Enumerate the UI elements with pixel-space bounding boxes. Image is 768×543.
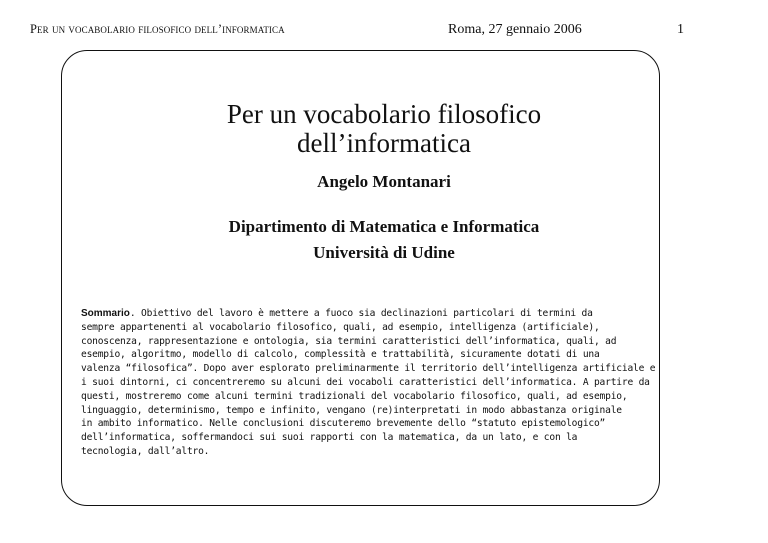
abstract-line: questi, mostreremo come alcuni termini tradizionali del vocabolario filosofico, quali, ad esempio, <box>81 390 628 402</box>
paper-title <box>0 100 768 158</box>
abstract-line: tecnologia, dall’altro. <box>81 445 210 457</box>
abstract-line <box>81 307 647 321</box>
affiliation-line-1: Dipartimento di Matematica e Informatica <box>228 217 540 236</box>
author-name: Angelo Montanari <box>317 172 451 191</box>
abstract-line: i suoi dintorni, ci concentreremo su alcuni dei vocaboli caratteristici dell’informatica. A partire da <box>81 376 650 388</box>
page-number: 1 <box>677 22 684 37</box>
title-line-1: Per un vocabolario filosofico <box>226 99 542 129</box>
affiliation-line-2: Università di Udine <box>313 243 455 262</box>
abstract-line: conoscenza, rappresentazione e ontologia, sia termini caratteristici dell’informatica, quali, ad <box>81 335 617 347</box>
running-title: Per un vocabolario filosofico dell’informatica <box>30 22 285 36</box>
abstract-line: sempre appartenenti al vocabolario filosofico, quali, ad esempio, intelligenza (artificiale), <box>81 321 600 333</box>
abstract-line: linguaggio, determinismo, tempo e infinito, vengano (re)interpretati in modo abbastanza originale <box>81 404 622 416</box>
abstract-line: in ambito informatico. Nelle conclusioni discuteremo brevemente dello “statuto epistemologico” <box>81 418 606 430</box>
header-date: Roma, 27 gennaio 2006 <box>448 22 582 37</box>
abstract-line: dell’informatica, soffermandoci sui suoi rapporti con la matematica, da un lato, e con la <box>81 432 578 444</box>
affiliation <box>0 214 768 266</box>
abstract <box>81 307 656 459</box>
title-line-2: dell’informatica <box>297 128 471 158</box>
abstract-line: esempio, algoritmo, modello di calcolo, complessità e trattabilità, sicuramente dotati di una <box>81 349 600 361</box>
abstract-first-line-text: . Obiettivo del lavoro è mettere a fuoco sia declinazioni particolari di termini da <box>129 308 593 319</box>
abstract-label: Sommario <box>81 308 130 319</box>
page-header <box>0 22 768 42</box>
abstract-line: valenza “filosofica”. Dopo aver esplorato preliminarmente il territorio dell’intelligenza artificiale e <box>81 363 656 375</box>
